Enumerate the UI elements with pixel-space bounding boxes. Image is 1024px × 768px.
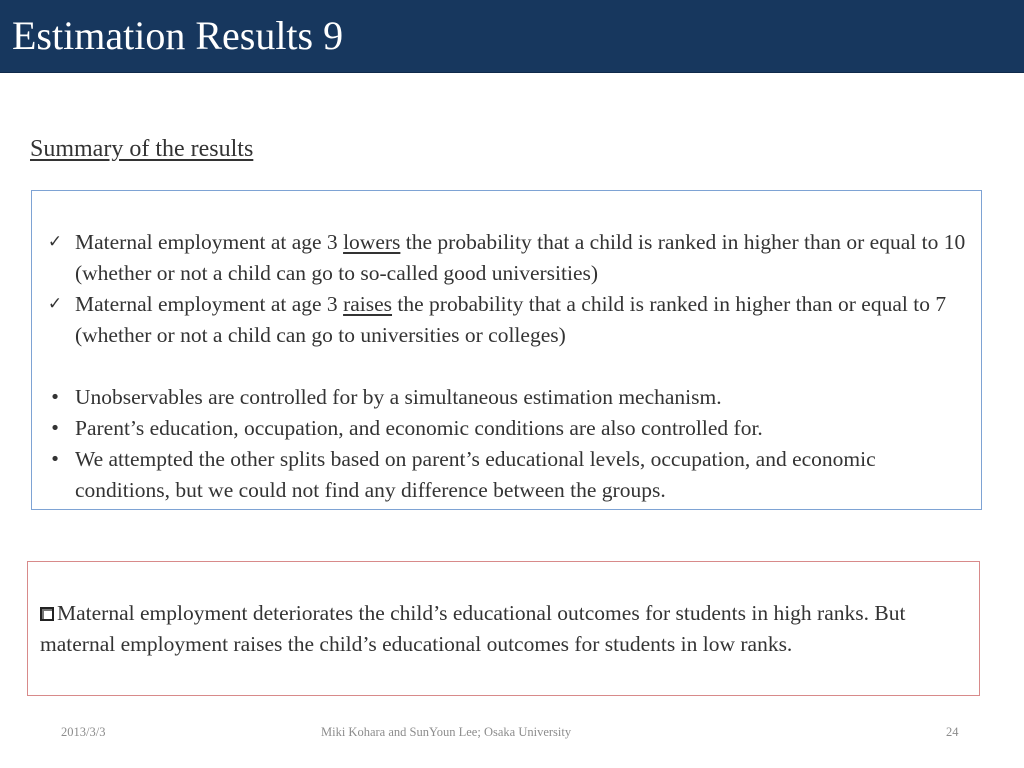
footer-date: 2013/3/3	[61, 725, 106, 739]
list-item-text: Parent’s education, occupation, and economic conditions are also controlled for.	[75, 416, 763, 440]
conclusion-paragraph	[40, 598, 965, 660]
bullet-icon: •	[49, 387, 61, 408]
footer-authors: Miki Kohara and SunYoun Lee; Osaka University	[321, 725, 572, 739]
list-item	[45, 444, 975, 506]
title-bar	[0, 0, 1024, 73]
checkmark-icon: ✓	[47, 294, 63, 314]
list-item	[45, 289, 975, 351]
summary-list	[45, 227, 975, 506]
page-number: 24	[946, 725, 959, 739]
checkmark-icon: ✓	[47, 232, 63, 252]
list-spacer	[45, 351, 975, 382]
list-item	[45, 227, 975, 289]
conclusion-text: Maternal employment deteriorates the child’s educational outcomes for students in high ranks. But maternal employment raises the child’s educational outcomes for students in low ranks.	[40, 601, 906, 656]
bullet-icon: •	[49, 449, 61, 470]
list-item-text: Unobservables are controlled for by a simultaneous estimation mechanism.	[75, 385, 722, 409]
emphasis-text: lowers	[343, 230, 401, 254]
list-item-text: Maternal employment at age 3	[75, 230, 344, 254]
list-item	[45, 413, 975, 444]
list-item-text: Maternal employment at age 3	[75, 292, 344, 316]
summary-box	[31, 190, 982, 510]
emphasis-text: raises	[343, 292, 393, 316]
section-subtitle: Summary of the results	[30, 136, 254, 162]
list-item-text: We attempted the other splits based on parent’s educational levels, occupation, and economic conditions, but we could not find any difference between the groups.	[75, 447, 876, 502]
bullet-icon: •	[49, 418, 61, 439]
list-item-text: the probability that a child is ranked in higher than or equal to 7 (whether or not a child can go to universities or colleges)	[75, 292, 947, 347]
slide-title: Estimation Results 9	[12, 13, 344, 58]
conclusion-box	[27, 561, 980, 696]
list-item	[45, 382, 975, 413]
list-item-text: the probability that a child is ranked in higher than or equal to 10 (whether or not a child can go to so-called good universities)	[75, 230, 966, 285]
square-bullet-icon	[40, 607, 54, 621]
